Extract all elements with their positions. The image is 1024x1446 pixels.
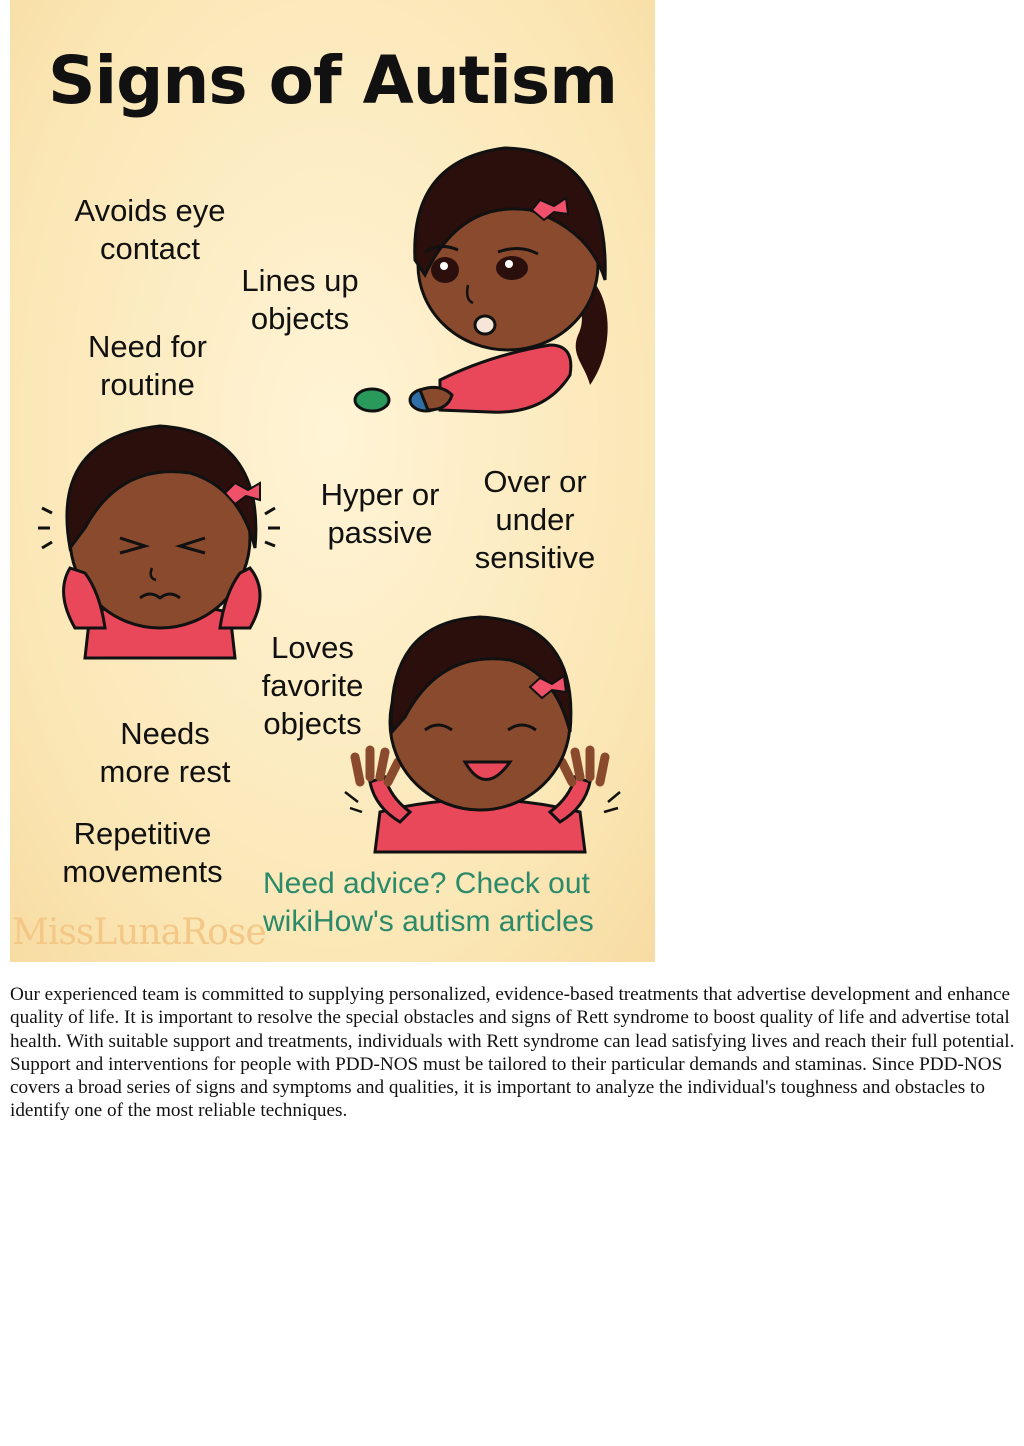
girl-covering-ears-illustration [30, 418, 295, 658]
label-needs-more-rest: Needs more rest [99, 716, 231, 789]
body-paragraph: Our experienced team is committed to supplying personalized, evidence-based treatments that advertise development and enhance quality of life. It is important to resolve the special obstacles and signs of Rett syndrome to boost quality of life and advertise total health. With suitable support and treatments, individuals with Rett syndrome can lead satisfying lives and reach their full potential. Support and interventions for people with PDD-NOS must be tailored to their particular demands and staminas. Since PDD-NOS covers a broad series of signs and symptoms and qualities, it is important to analyze the individual's toughness and obstacles to identify one of the most reliable techniques. [10, 984, 1015, 1122]
label-lines-up-objects: Lines up objects [241, 263, 359, 336]
advice-text: Need advice? Check out wikiHow's autism articles [263, 867, 594, 938]
artist-signature: MissLunaRose [12, 912, 266, 953]
label-avoids-eye-contact: Avoids eye contact [74, 193, 226, 266]
poster-title: Signs of Autism [48, 42, 617, 119]
label-repetitive-movements: Repetitive movements [62, 816, 223, 889]
autism-signs-poster [10, 0, 655, 962]
girl-happy-hands-raised-illustration [330, 612, 640, 857]
label-loves-favorite-objects: Loves favorite objects [261, 630, 364, 741]
label-over-or-under-sensitive: Over or under sensitive [474, 464, 596, 575]
label-need-for-routine: Need for routine [88, 329, 207, 402]
girl-lining-up-objects-illustration [340, 140, 630, 430]
label-hyper-or-passive: Hyper or passive [320, 477, 440, 550]
